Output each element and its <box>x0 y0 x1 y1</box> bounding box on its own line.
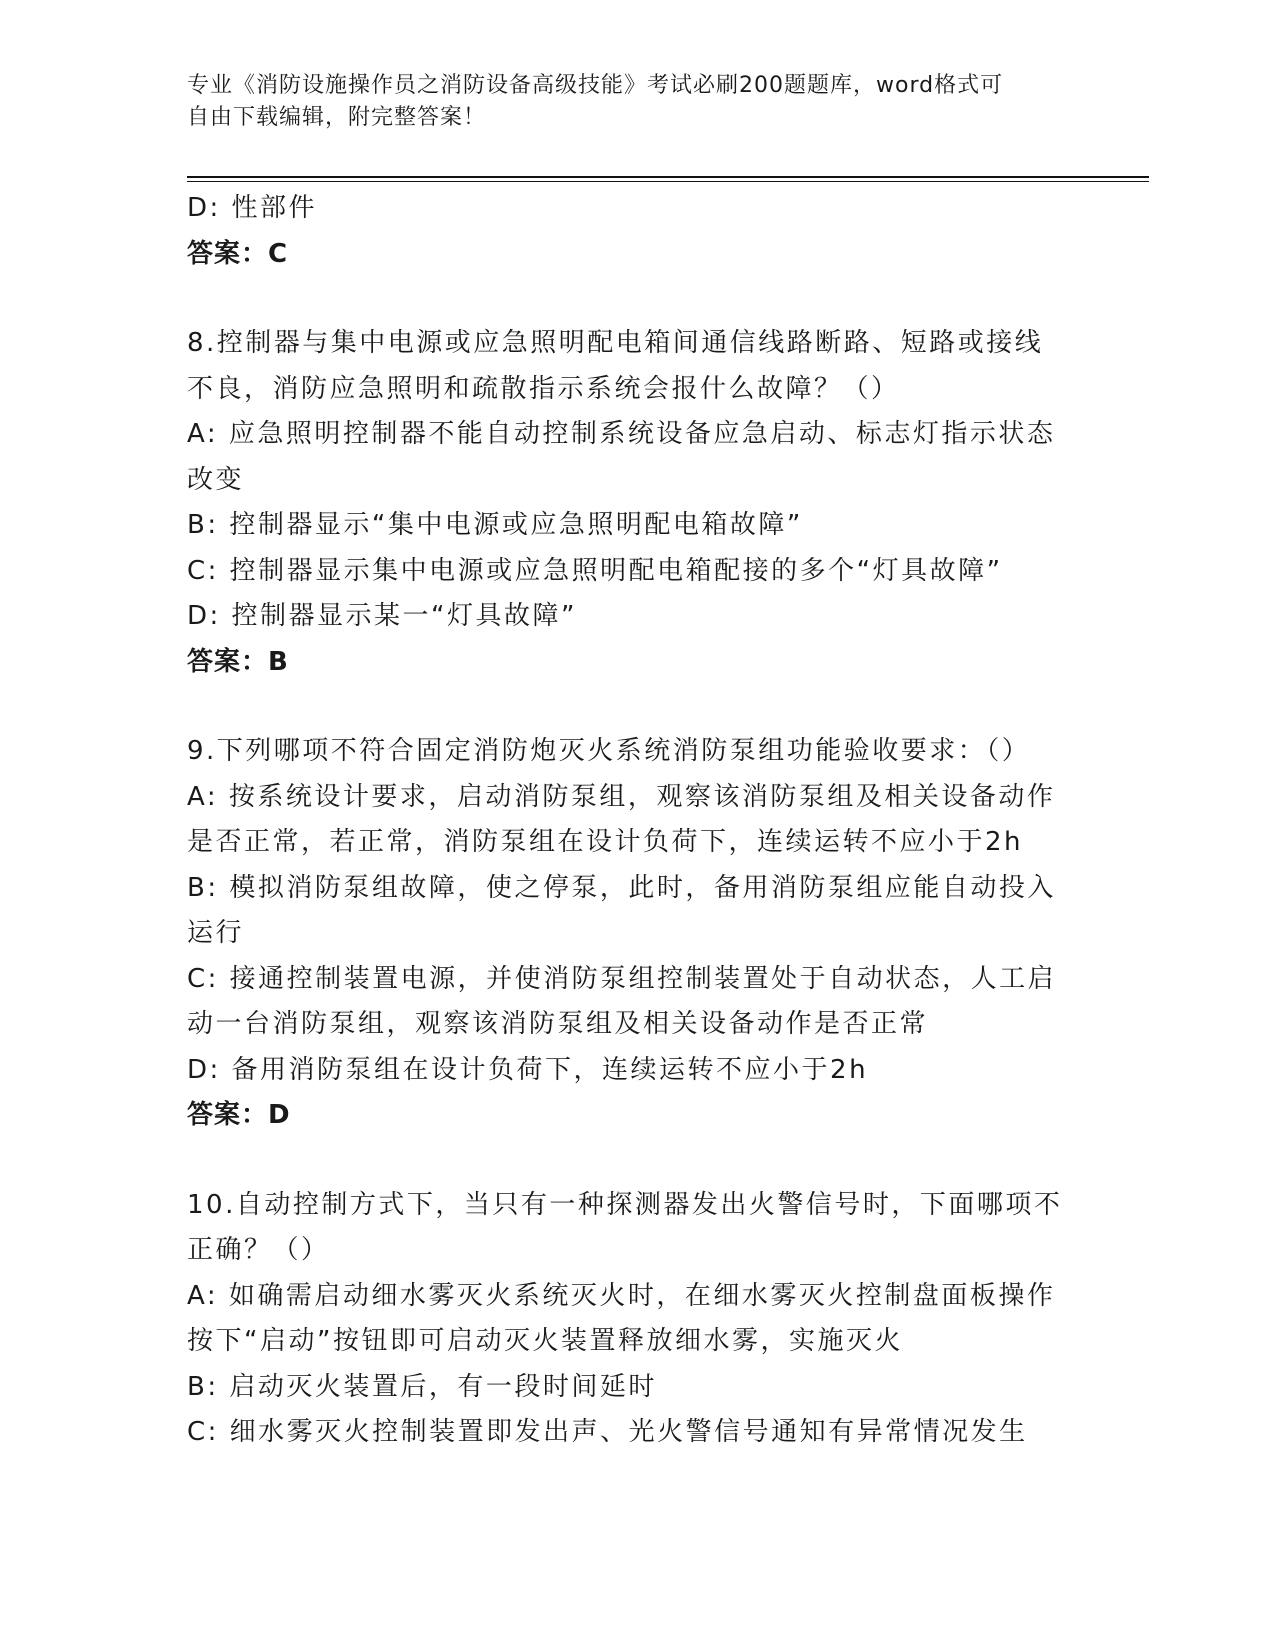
question-stem: 不良，消防应急照明和疏散指示系统会报什么故障？（） <box>187 373 900 404</box>
option-b: B: 启动灭火装置后，有一段时间延时 <box>187 1371 657 1402</box>
option-b: B: 模拟消防泵组故障，使之停泵，此时，备用消防泵组应能自动投入 <box>187 872 1056 903</box>
question-stem: 9.下列哪项不符合固定消防炮灭火系统消防泵组功能验收要求：（） <box>187 736 1031 766</box>
question-stem: 10.自动控制方式下，当只有一种探测器发出火警信号时，下面哪项不 <box>187 1189 1063 1220</box>
answer-line: 答案：D <box>187 1100 291 1130</box>
document-header <box>187 70 1067 134</box>
option-d: D: 备用消防泵组在设计负荷下，连续运转不应小于2h <box>187 1054 869 1085</box>
header-line-2: 自由下载编辑，附完整答案！ <box>187 105 487 130</box>
option-a: 按下“启动”按钮即可启动灭火装置释放细水雾，实施灭火 <box>187 1326 903 1356</box>
option-c: C: 接通控制装置电源，并使消防泵组控制装置处于自动状态，人工启 <box>187 963 1057 994</box>
option-c: C: 控制器显示集中电源或应急照明配电箱配接的多个“灯具故障” <box>187 555 1003 586</box>
option-b: B: 控制器显示“集中电源或应急照明配电箱故障” <box>187 510 803 540</box>
option-c: C: 细水雾灭火控制装置即发出声、光火警信号通知有异常情况发生 <box>187 1417 1028 1447</box>
question-9 <box>187 729 1087 1139</box>
answer-line: 答案：C <box>187 238 289 269</box>
option-c: 动一台消防泵组，观察该消防泵组及相关设备动作是否正常 <box>187 1009 929 1039</box>
header-line-1: 专业《消防设施操作员之消防设备高级技能》考试必刷200题题库，word格式可 <box>187 73 1004 98</box>
spacer <box>187 685 1087 729</box>
option-a: A: 应急照明控制器不能自动控制系统设备应急启动、标志灯指示状态 <box>187 419 1056 449</box>
answer-line: 答案：B <box>187 646 289 677</box>
question-content <box>187 186 1087 1456</box>
option-b: 运行 <box>187 918 245 948</box>
option-a: 是否正常，若正常，消防泵组在设计负荷下，连续运转不应小于2h <box>187 827 1024 857</box>
header-rule-thick <box>187 176 1149 178</box>
spacer <box>187 1139 1087 1183</box>
question-8 <box>187 321 1087 685</box>
option-a: A: 如确需启动细水雾灭火系统灭火时，在细水雾灭火控制盘面板操作 <box>187 1280 1056 1311</box>
option-d: D: 性部件 <box>187 193 318 223</box>
option-d: D: 控制器显示某一“灯具故障” <box>187 601 577 631</box>
option-a: A: 按系统设计要求，启动消防泵组，观察该消防泵组及相关设备动作 <box>187 781 1056 812</box>
previous-question-tail <box>187 186 1087 277</box>
header-rule-thin <box>187 181 1149 182</box>
spacer <box>187 277 1087 321</box>
question-10 <box>187 1183 1087 1456</box>
question-stem: 8.控制器与集中电源或应急照明配电箱间通信线路断路、短路或接线 <box>187 328 1044 358</box>
option-a: 改变 <box>187 464 245 495</box>
question-stem: 正确？（） <box>187 1235 330 1265</box>
